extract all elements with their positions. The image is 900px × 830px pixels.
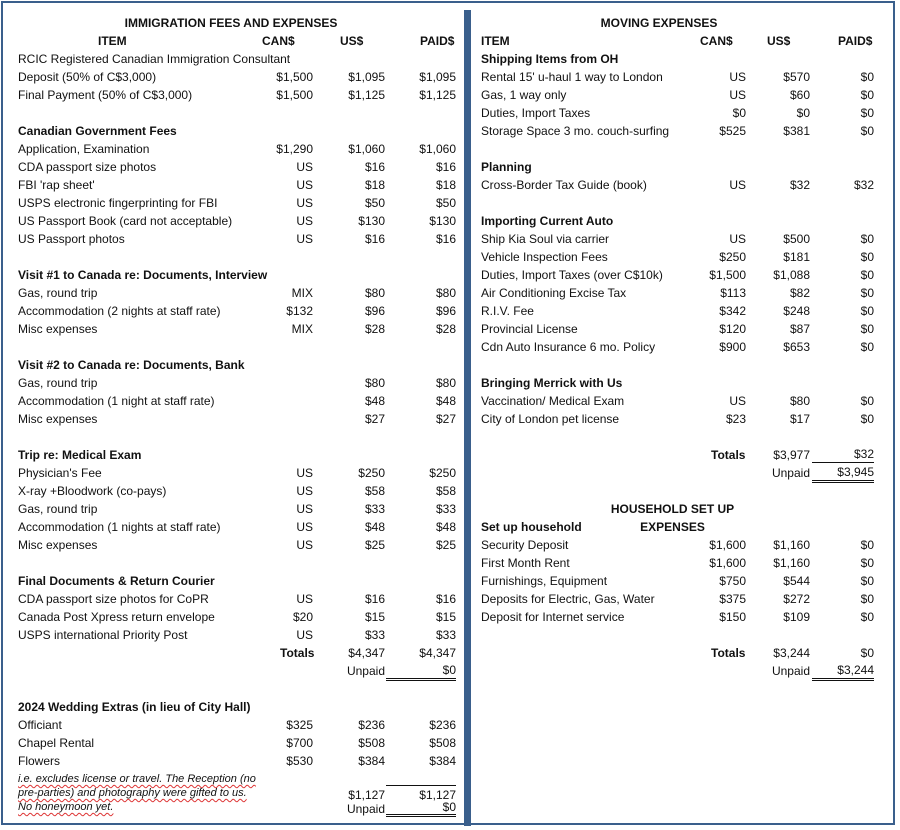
row-item: Flowers (18, 754, 61, 768)
row-item: Visit #1 to Canada re: Documents, Interview (18, 268, 268, 282)
table-row (0, 122, 425, 140)
table-row (0, 752, 456, 770)
row-item: Misc expenses (18, 538, 98, 552)
row-cad: $113 (720, 286, 746, 300)
row-paid: $0 (860, 124, 874, 138)
row-paid: $250 (429, 466, 456, 480)
row-cad: US (729, 232, 746, 246)
table-row (470, 248, 895, 266)
row-usd: $60 (789, 88, 810, 102)
row-paid: $0 (860, 412, 874, 426)
table-row (470, 266, 895, 284)
row-paid: $80 (435, 286, 456, 300)
row-item: Duties, Import Taxes (over C$10k) (481, 268, 663, 282)
row-item: First Month Rent (481, 556, 570, 570)
row-usd: $15 (364, 610, 385, 624)
row-usd: $248 (783, 304, 810, 318)
row-usd: $570 (783, 70, 810, 84)
table-row (470, 284, 895, 302)
moving-header-usd: US$ (767, 34, 791, 48)
row-item: Vaccination/ Medical Exam (481, 394, 625, 408)
table-row (0, 716, 456, 734)
table-row (470, 176, 895, 194)
row-cad: US (296, 592, 313, 606)
row-cad: US (296, 484, 313, 498)
table-row (0, 536, 456, 554)
table-row (0, 302, 456, 320)
row-paid: $0 (860, 322, 874, 336)
row-item: US Passport Book (card not acceptable) (18, 214, 233, 228)
row-cad: MIX (291, 322, 313, 336)
row-usd: $508 (358, 736, 385, 750)
table-row (470, 590, 895, 608)
table-row (0, 428, 425, 446)
row-paid: $236 (429, 718, 456, 732)
table-row (470, 410, 895, 428)
row-item: City of London pet license (481, 412, 620, 426)
row-usd: $181 (783, 250, 810, 264)
row-usd: $384 (358, 754, 385, 768)
row-cad: US (296, 502, 313, 516)
table-row (470, 572, 895, 590)
row-item: RCIC Registered Canadian Immigration Consultant (18, 52, 291, 66)
table-row (0, 734, 456, 752)
totals-paid: $4,347 (419, 646, 456, 660)
household-totals-usd: $3,244 (773, 646, 810, 660)
moving-unpaid-value: $3,945 (812, 464, 874, 483)
row-usd: $1,088 (773, 268, 810, 282)
table-row (470, 608, 895, 626)
row-paid: $0 (860, 106, 874, 120)
table-row (470, 194, 895, 212)
table-row (0, 608, 456, 626)
row-cad: US (296, 628, 313, 642)
row-paid: $0 (860, 70, 874, 84)
header-usd: US$ (340, 34, 364, 48)
row-paid: $508 (429, 736, 456, 750)
row-item: Planning (481, 160, 532, 174)
table-row (470, 356, 895, 374)
row-paid: $32 (853, 178, 874, 192)
row-cad: US (296, 232, 313, 246)
row-cad: $342 (719, 304, 746, 318)
row-item: Gas, round trip (18, 502, 98, 516)
row-cad: $20 (292, 610, 313, 624)
table-row (470, 140, 895, 158)
row-item: CDA passport size photos (18, 160, 157, 174)
row-usd: $1,160 (773, 556, 810, 570)
row-paid: $58 (435, 484, 456, 498)
row-paid: $0 (860, 538, 874, 552)
row-item: Vehicle Inspection Fees (481, 250, 608, 264)
row-item: Deposit for Internet service (481, 610, 625, 624)
row-item: Accommodation (1 nights at staff rate) (18, 520, 221, 534)
row-paid: $130 (429, 214, 456, 228)
row-item: Accommodation (2 nights at staff rate) (18, 304, 221, 318)
row-paid: $0 (860, 556, 874, 570)
row-cad: US (729, 70, 746, 84)
row-cad: $325 (286, 718, 313, 732)
row-usd: $1,060 (348, 142, 385, 156)
row-cad: US (296, 538, 313, 552)
table-row (470, 554, 895, 572)
wedding-total-rule (386, 785, 456, 786)
row-usd: $16 (364, 592, 385, 606)
row-paid: $384 (429, 754, 456, 768)
unpaid-label: Unpaid (346, 664, 385, 678)
row-usd: $1,160 (773, 538, 810, 552)
row-item: US Passport photos (18, 232, 125, 246)
table-row (0, 194, 456, 212)
moving-totals-usd: $3,977 (773, 448, 810, 462)
row-usd: $33 (364, 502, 385, 516)
row-paid: $16 (435, 160, 456, 174)
row-cad: US (296, 160, 313, 174)
table-row (470, 302, 895, 320)
row-usd: $80 (789, 394, 810, 408)
row-cad: $1,290 (276, 142, 313, 156)
household-title: HOUSEHOLD SET UP EXPENSES (610, 502, 735, 534)
table-row (0, 176, 456, 194)
wedding-total-usd: $1,127 (348, 788, 385, 802)
row-paid: $15 (435, 610, 456, 624)
row-paid: $25 (435, 538, 456, 552)
wedding-unpaid-row (0, 800, 465, 818)
row-paid: $1,125 (419, 88, 456, 102)
table-row (0, 482, 456, 500)
table-row (470, 212, 895, 230)
row-cad: $250 (719, 250, 746, 264)
row-cad: $23 (725, 412, 746, 426)
table-row (0, 590, 456, 608)
table-row (470, 518, 895, 536)
row-cad: US (296, 466, 313, 480)
row-cad: $900 (719, 340, 746, 354)
row-usd: $16 (364, 160, 385, 174)
table-row (0, 140, 456, 158)
row-usd: $25 (364, 538, 385, 552)
row-usd: $50 (364, 196, 385, 210)
row-paid: $18 (435, 178, 456, 192)
table-row (0, 50, 425, 68)
table-row (0, 554, 425, 572)
row-item: Security Deposit (481, 538, 569, 552)
row-item: Final Documents & Return Courier (18, 574, 215, 588)
row-item: Gas, round trip (18, 286, 98, 300)
row-usd: $0 (796, 106, 810, 120)
row-usd: $1,125 (348, 88, 385, 102)
table-row (470, 122, 895, 140)
wedding-unpaid-label: Unpaid (346, 802, 385, 816)
row-paid: $33 (435, 502, 456, 516)
row-cad: $1,600 (709, 538, 746, 552)
row-item: Canadian Government Fees (18, 124, 177, 138)
wedding-total-paid: $1,127 (419, 788, 456, 802)
row-item: Shipping Items from OH (481, 52, 619, 66)
row-cad: $150 (719, 610, 746, 624)
row-paid: $0 (860, 304, 874, 318)
row-usd: $236 (358, 718, 385, 732)
row-usd: $381 (783, 124, 810, 138)
row-paid: $27 (435, 412, 456, 426)
row-usd: $500 (783, 232, 810, 246)
row-cad: $1,500 (276, 70, 313, 84)
row-item: Bringing Merrick with Us (481, 376, 623, 390)
table-row (470, 338, 895, 356)
row-item: Officiant (18, 718, 62, 732)
moving-unpaid-row (470, 464, 895, 482)
row-cad: $1,600 (709, 556, 746, 570)
table-row (470, 50, 895, 68)
immigration-unpaid-row (0, 662, 465, 680)
row-usd: $28 (364, 322, 385, 336)
unpaid-value: $0 (386, 662, 456, 681)
row-usd: $109 (783, 610, 810, 624)
table-row (0, 86, 456, 104)
row-item: Furnishings, Equipment (481, 574, 608, 588)
row-item: Gas, 1 way only (481, 88, 567, 102)
row-usd: $272 (783, 592, 810, 606)
row-paid: $28 (435, 322, 456, 336)
table-row (470, 536, 895, 554)
row-cad: $375 (719, 592, 746, 606)
row-usd: $58 (364, 484, 385, 498)
row-item: USPS international Priority Post (18, 628, 188, 642)
row-cad: US (729, 178, 746, 192)
moving-title: MOVING EXPENSES (600, 16, 718, 30)
row-paid: $50 (435, 196, 456, 210)
moving-header-row (470, 32, 895, 50)
row-cad: US (296, 520, 313, 534)
moving-unpaid-label: Unpaid (771, 466, 810, 480)
row-item: Gas, round trip (18, 376, 98, 390)
household-unpaid-value: $3,244 (812, 662, 874, 681)
row-cad: US (729, 394, 746, 408)
table-row (0, 500, 456, 518)
row-paid: $48 (435, 520, 456, 534)
header-cad: CAN$ (262, 34, 295, 48)
row-cad: MIX (291, 286, 313, 300)
row-paid: $1,060 (419, 142, 456, 156)
immigration-totals-row (0, 644, 465, 662)
row-item: Trip re: Medical Exam (18, 448, 142, 462)
row-cad: $525 (719, 124, 746, 138)
table-row (0, 266, 425, 284)
row-item: Air Conditioning Excise Tax (481, 286, 627, 300)
row-item: Cross-Border Tax Guide (book) (481, 178, 647, 192)
row-cad: $700 (286, 736, 313, 750)
row-usd: $32 (789, 178, 810, 192)
row-paid: $33 (435, 628, 456, 642)
row-item: Duties, Import Taxes (481, 106, 591, 120)
totals-usd: $4,347 (348, 646, 385, 660)
row-item: Misc expenses (18, 412, 98, 426)
table-row (0, 374, 456, 392)
row-cad: $132 (286, 304, 313, 318)
table-row (0, 212, 456, 230)
row-paid: $0 (860, 232, 874, 246)
table-row (470, 68, 895, 86)
row-cad: $120 (719, 322, 746, 336)
row-item: Provincial License (481, 322, 578, 336)
row-usd: $130 (358, 214, 385, 228)
row-item: USPS electronic fingerprinting for FBI (18, 196, 218, 210)
row-item: Chapel Rental (18, 736, 95, 750)
table-row (0, 572, 425, 590)
wedding-unpaid-value: $0 (386, 800, 456, 817)
row-paid: $96 (435, 304, 456, 318)
row-usd: $16 (364, 232, 385, 246)
row-item: Application, Examination (18, 142, 150, 156)
row-usd: $96 (364, 304, 385, 318)
row-cad: US (729, 88, 746, 102)
row-item: Deposit (50% of C$3,000) (18, 70, 157, 84)
row-paid: $16 (435, 232, 456, 246)
moving-totals-label: Totals (711, 448, 746, 462)
table-row (0, 356, 425, 374)
household-unpaid-row (470, 662, 895, 680)
row-item: Rental 15' u-haul 1 way to London (481, 70, 663, 84)
row-cad: $0 (732, 106, 746, 120)
table-row (0, 248, 425, 266)
row-usd: $48 (364, 394, 385, 408)
row-item: Final Payment (50% of C$3,000) (18, 88, 193, 102)
row-item: Storage Space 3 mo. couch-surfing (481, 124, 670, 138)
row-paid: $1,095 (419, 70, 456, 84)
household-unpaid-label: Unpaid (771, 664, 810, 678)
table-row (0, 230, 456, 248)
table-row (470, 320, 895, 338)
table-row (0, 68, 456, 86)
household-totals-label: Totals (711, 646, 746, 660)
table-row (0, 410, 456, 428)
table-row (0, 446, 425, 464)
row-item: CDA passport size photos for CoPR (18, 592, 209, 606)
row-cad: $1,500 (276, 88, 313, 102)
row-item: Accommodation (1 night at staff rate) (18, 394, 215, 408)
row-usd: $33 (364, 628, 385, 642)
moving-header-cad: CAN$ (700, 34, 733, 48)
immigration-header-row (0, 32, 465, 50)
row-paid: $0 (860, 340, 874, 354)
row-usd: $18 (364, 178, 385, 192)
table-row (470, 86, 895, 104)
table-row (470, 374, 895, 392)
table-row (0, 320, 456, 338)
table-row (470, 392, 895, 410)
row-item: X-ray +Bloodwork (co-pays) (18, 484, 167, 498)
row-item: R.I.V. Fee (481, 304, 534, 318)
table-row (0, 464, 456, 482)
row-paid: $0 (860, 394, 874, 408)
row-paid: $80 (435, 376, 456, 390)
table-row (0, 284, 456, 302)
table-row (0, 158, 456, 176)
row-paid: $0 (860, 250, 874, 264)
row-usd: $48 (364, 520, 385, 534)
row-cad: US (296, 178, 313, 192)
table-row (0, 104, 425, 122)
row-item: Visit #2 to Canada re: Documents, Bank (18, 358, 245, 372)
moving-totals-row (470, 446, 895, 464)
row-usd: $87 (789, 322, 810, 336)
table-row (470, 158, 895, 176)
row-paid: $0 (860, 574, 874, 588)
row-cad: $1,500 (709, 268, 746, 282)
row-usd: $82 (789, 286, 810, 300)
moving-header-item: ITEM (481, 34, 510, 48)
row-item: Cdn Auto Insurance 6 mo. Policy (481, 340, 656, 354)
household-totals-row (470, 644, 895, 662)
table-row (470, 230, 895, 248)
table-row (0, 392, 456, 410)
row-paid: $16 (435, 592, 456, 606)
table-row (0, 518, 456, 536)
row-item: Importing Current Auto (481, 214, 614, 228)
row-usd: $1,095 (348, 70, 385, 84)
row-usd: $80 (364, 286, 385, 300)
row-paid: $0 (860, 268, 874, 282)
row-cad: US (296, 214, 313, 228)
table-row (0, 338, 425, 356)
row-cad: $750 (719, 574, 746, 588)
row-usd: $80 (364, 376, 385, 390)
row-item: FBI 'rap sheet' (18, 178, 95, 192)
row-usd: $250 (358, 466, 385, 480)
row-item: Set up household (481, 520, 582, 534)
row-item: Physician's Fee (18, 466, 102, 480)
immigration-title: IMMIGRATION FEES AND EXPENSES (124, 16, 338, 30)
row-cad: US (296, 196, 313, 210)
row-item: Deposits for Electric, Gas, Water (481, 592, 655, 606)
row-item: Ship Kia Soul via carrier (481, 232, 610, 246)
moving-header-paid: PAID$ (838, 34, 873, 48)
row-cad: $530 (286, 754, 313, 768)
row-paid: $48 (435, 394, 456, 408)
moving-totals-paid: $32 (812, 446, 874, 463)
row-usd: $27 (364, 412, 385, 426)
row-item: Canada Post Xpress return envelope (18, 610, 215, 624)
row-usd: $544 (783, 574, 810, 588)
row-usd: $653 (783, 340, 810, 354)
wedding-title: 2024 Wedding Extras (in lieu of City Hall) (18, 700, 251, 714)
header-item: ITEM (98, 34, 127, 48)
household-totals-paid: $0 (860, 646, 874, 660)
row-paid: $0 (860, 610, 874, 624)
row-paid: $0 (860, 592, 874, 606)
row-usd: $17 (789, 412, 810, 426)
row-paid: $0 (860, 88, 874, 102)
row-paid: $0 (860, 286, 874, 300)
row-item: Misc expenses (18, 322, 98, 336)
table-row (0, 626, 456, 644)
header-paid: PAID$ (420, 34, 455, 48)
wedding-note-text: i.e. excludes license or travel. The Reception (no pre-parties) and photography were gifted to us. No honeymoon yet. (18, 773, 256, 813)
totals-label: Totals (280, 646, 315, 660)
table-row (470, 104, 895, 122)
